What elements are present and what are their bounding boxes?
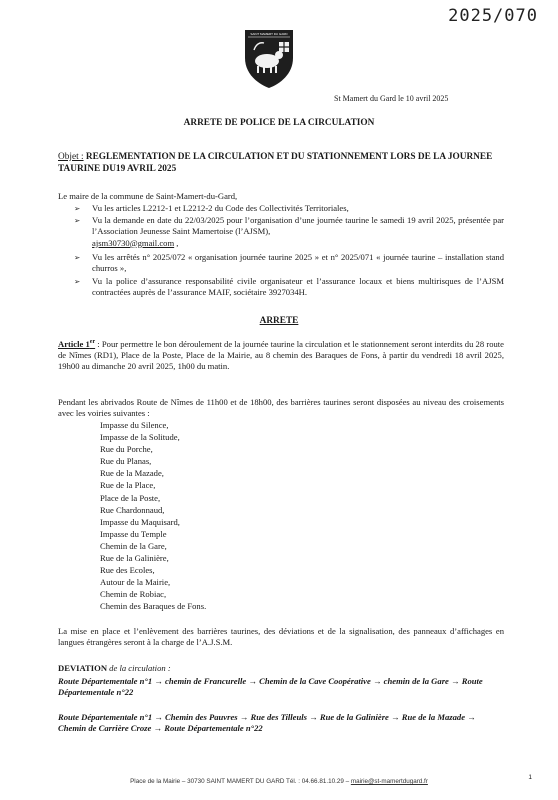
considerant-text: Vu les arrêtés n° 2025/072 « organisation journée taurine 2025 » et n° 2025/071 « journée taurine – installation stand churros », [92,252,504,274]
barriers-paragraph: Pendant les abrivados Route de Nîmes de 11h00 et de 18h00, des barrières taurines seront disposées au niveau des croisements avec les voiries suivantes : [58,397,504,419]
street-item: Impasse du Temple [100,528,167,539]
page-footer [0,778,558,785]
objet-block [58,151,504,175]
considerant-item [74,276,504,299]
street-item: Rue du Planas, [100,456,152,467]
considerant-item [74,215,504,249]
street-item: Rue des Ecoles, [100,565,155,576]
arrow-bullet-icon: ➢ [74,216,81,225]
objet-text: REGLEMENTATION DE LA CIRCULATION ET DU STATIONNEMENT LORS DE LA JOURNEE TAURINE DU19 AVRIL 2025 [58,152,493,174]
document-number: 2025/070 [448,6,538,26]
considerant-text [92,215,504,249]
municipal-crest [242,28,296,90]
responsibility-paragraph: La mise en place et l’enlèvement des barrières taurines, des déviations et de la signalisation, des panneaux d’affichages en langues étrangères seront à la charge de l’A.J.S.M. [58,626,504,648]
street-item: Impasse de la Solitude, [100,432,180,443]
objet-label: Objet : [58,152,84,162]
association-email[interactable]: ajsm30730@gmail.com [92,237,175,248]
street-item: Chemin des Baraques de Fons. [100,601,207,612]
street-item: Impasse du Maquisard, [100,516,180,527]
street-item: Place de la Poste, [100,492,161,503]
street-item: Rue du Porche, [100,444,153,455]
street-item: Rue de la Galinière, [100,553,169,564]
article-1-label: Article 1er [58,338,96,349]
considerant-text: Vu les articles L2212-1 et L2212-2 du Code des Collectivités Territoriales, [92,203,349,213]
street-item: Chemin de la Gare, [100,540,167,551]
page-number: 1 [528,774,532,781]
date-line: St Mamert du Gard le 10 avril 2025 [334,94,449,103]
considerant-body: Vu la demande en date du 22/03/2025 pour l’organisation d’une journée taurine le samedi 19 avril 2025, présentée par l’Association Jeunesse Saint Mamertoise (l’AJSM), [92,215,504,237]
considerant-text: Vu la police d’assurance responsabilité civile organisateur et l’assurance locaux et biens multirisques de l’AJSM contractées auprès de l’assurance MAIF, sociétaire 3927034H. [92,276,504,298]
street-item: Rue Chardonnaud, [100,504,165,515]
street-item: Autour de la Mairie, [100,577,171,588]
deviation-heading [58,663,171,673]
footer-email[interactable]: mairie@st-mamertdugard.fr [350,778,428,785]
street-item: Rue de la Mazade, [100,468,164,479]
street-item: Rue de la Place, [100,480,156,491]
arrow-bullet-icon: ➢ [74,277,81,286]
arrete-heading: ARRETE [259,316,299,326]
deviation-route-1: Route Départementale n°1 → chemin de Francurelle → Chemin de la Cave Coopérative → chemin de la Gare → Route Départementale n°22 [58,676,483,698]
considerant-item [74,252,504,275]
footer-address: Place de la Mairie – 30730 SAINT MAMERT DU GARD Tél. : 04.66.81.10.29 – [130,778,351,785]
considerant-item [74,203,504,214]
intro-line: Le maire de la commune de Saint-Mamert-du-Gard, [58,191,238,201]
document-title: ARRETE DE POLICE DE LA CIRCULATION [183,118,375,128]
arrow-bullet-icon: ➢ [74,253,81,262]
street-list [100,419,206,613]
article-1 [58,337,504,373]
article-1-colon: : [95,338,100,349]
deviation-label-rest: de la circulation : [107,663,171,673]
street-item: Chemin de Robiac, [100,589,167,600]
arrow-bullet-icon: ➢ [74,204,81,213]
street-item: Impasse du Silence, [100,420,169,430]
article-1-text: Pour permettre le bon déroulement de la journée taurine la circulation et le stationnement seront interdits du 28 route de Nîmes (RD1), Place de la Poste, Place de la Mairie, au 8 chemin des Baraques de Fons, à partir du vendredi 18 avril 2025, 19h00 au dimanche 20 avril 2025, 1h00 du matin. [58,338,504,372]
deviation-route-2: Route Départementale n°1 → Chemin des Pauvres → Rue des Tilleuls → Rue de la Galinière → Rue de la Mazade → Chemin de Carrière Croze → Route Départementale n°22 [58,712,476,734]
crest-caption: SAINT MAMERT DU GARD [250,32,288,36]
email-suffix: , [174,237,179,248]
deviation-label: DEVIATION [58,663,108,673]
